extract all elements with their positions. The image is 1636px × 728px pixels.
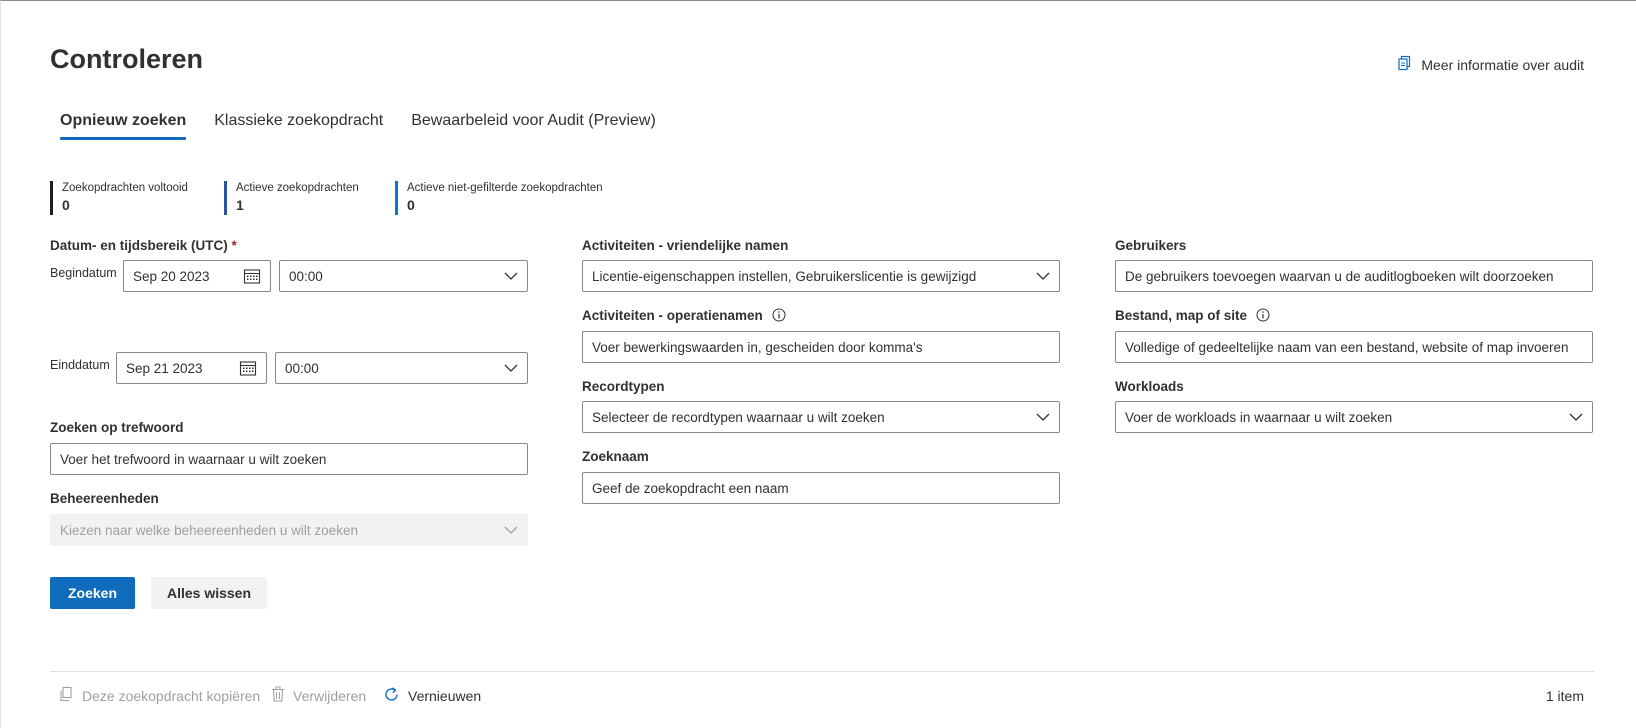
workloads-label: Workloads	[1115, 379, 1184, 394]
stat-completed-value: 0	[62, 197, 70, 213]
tab-classic-search[interactable]: Klassieke zoekopdracht	[214, 112, 384, 129]
start-time-select[interactable]	[279, 260, 528, 292]
activities-ops-label	[582, 308, 786, 325]
stat-active-unfiltered	[395, 181, 603, 215]
learn-more-label: Meer informatie over audit	[1421, 56, 1584, 73]
calendar-icon[interactable]	[239, 360, 257, 376]
end-date-picker[interactable]	[116, 352, 267, 384]
end-date-value: Sep 21 2023	[126, 360, 203, 376]
chevron-down-icon	[504, 363, 518, 373]
required-mark: *	[231, 238, 237, 253]
stat-active-unfiltered-value: 0	[407, 197, 415, 213]
stat-completed	[50, 181, 188, 215]
activities-friendly-value: Licentie-eigenschappen instellen, Gebruikerslicentie is gewijzigd	[592, 268, 977, 284]
admin-units-placeholder: Kiezen naar welke beheereenheden u wilt zoeken	[60, 522, 358, 538]
stat-active-label: Actieve zoekopdrachten	[236, 182, 359, 194]
file-site-label-text: Bestand, map of site	[1115, 308, 1248, 323]
info-icon[interactable]	[1256, 308, 1270, 325]
chevron-down-icon	[504, 525, 518, 535]
users-label: Gebruikers	[1115, 238, 1187, 253]
copy-icon	[58, 686, 74, 705]
users-input[interactable]	[1115, 260, 1593, 292]
keyword-input[interactable]	[50, 443, 528, 475]
end-date-label: Einddatum	[50, 358, 110, 372]
calendar-icon[interactable]	[243, 268, 261, 284]
clear-all-button[interactable]: Alles wissen	[151, 577, 267, 609]
divider	[50, 671, 1594, 672]
date-range-label	[50, 238, 237, 253]
chevron-down-icon	[504, 271, 518, 281]
tab-retention-policy[interactable]: Bewaarbeleid voor Audit (Preview)	[411, 112, 656, 129]
workloads-select[interactable]	[1115, 401, 1593, 433]
users-placeholder: De gebruikers toevoegen waarvan u de auditlogboeken wilt doorzoeken	[1125, 268, 1554, 284]
delete-button[interactable]	[271, 686, 366, 705]
activities-friendly-label: Activiteiten - vriendelijke namen	[582, 238, 789, 253]
tab-bar	[50, 108, 674, 140]
chevron-down-icon	[1036, 271, 1050, 281]
workloads-placeholder: Voer de workloads in waarnaar u wilt zoeken	[1125, 409, 1393, 425]
refresh-button[interactable]	[383, 686, 481, 706]
keyword-label: Zoeken op trefwoord	[50, 420, 184, 435]
chevron-down-icon	[1036, 412, 1050, 422]
page-title: Controleren	[50, 44, 204, 74]
tab-new-search[interactable]: Opnieuw zoeken	[50, 108, 196, 140]
activities-ops-label-text: Activiteiten - operatienamen	[582, 308, 763, 323]
start-date-picker[interactable]	[123, 260, 271, 292]
record-types-select[interactable]	[582, 401, 1060, 433]
keyword-placeholder: Voer het trefwoord in waarnaar u wilt zoeken	[60, 451, 327, 467]
copy-search-button[interactable]	[58, 686, 260, 705]
start-time-value: 00:00	[289, 268, 323, 284]
search-name-placeholder: Geef de zoekopdracht een naam	[592, 480, 789, 496]
copy-search-label: Deze zoekopdracht kopiëren	[82, 687, 261, 704]
start-date-value: Sep 20 2023	[133, 268, 210, 284]
record-types-label: Recordtypen	[582, 379, 665, 394]
end-time-select[interactable]	[275, 352, 528, 384]
file-site-input[interactable]	[1115, 331, 1593, 363]
trash-icon	[271, 686, 285, 705]
search-name-input[interactable]	[582, 472, 1060, 504]
stat-completed-label: Zoekopdrachten voltooid	[62, 182, 188, 194]
activities-ops-placeholder: Voer bewerkingswaarden in, gescheiden door komma's	[592, 339, 923, 355]
file-site-label	[1115, 308, 1270, 325]
refresh-label: Vernieuwen	[408, 688, 482, 704]
admin-units-label: Beheereenheden	[50, 491, 159, 506]
end-time-value: 00:00	[285, 360, 319, 376]
item-count: 1 item	[1545, 688, 1584, 704]
document-icon	[1397, 55, 1413, 74]
info-icon[interactable]	[772, 308, 786, 325]
learn-more-link[interactable]	[1397, 55, 1584, 74]
delete-label: Verwijderen	[293, 687, 367, 704]
activities-friendly-select[interactable]	[582, 260, 1060, 292]
chevron-down-icon	[1569, 412, 1583, 422]
activities-ops-input[interactable]	[582, 331, 1060, 363]
start-date-label: Begindatum	[50, 266, 117, 280]
record-types-placeholder: Selecteer de recordtypen waarnaar u wilt zoeken	[592, 409, 885, 425]
stat-active	[224, 181, 359, 215]
search-name-label: Zoeknaam	[582, 449, 649, 464]
refresh-icon	[383, 686, 400, 706]
admin-units-select	[50, 514, 528, 546]
date-range-label-text: Datum- en tijdsbereik (UTC)	[50, 238, 228, 253]
search-button[interactable]: Zoeken	[50, 577, 135, 609]
file-site-placeholder: Volledige of gedeeltelijke naam van een bestand, website of map invoeren	[1125, 339, 1569, 355]
stat-active-unfiltered-label: Actieve niet-gefilterde zoekopdrachten	[407, 182, 603, 194]
stat-active-value: 1	[236, 197, 244, 213]
